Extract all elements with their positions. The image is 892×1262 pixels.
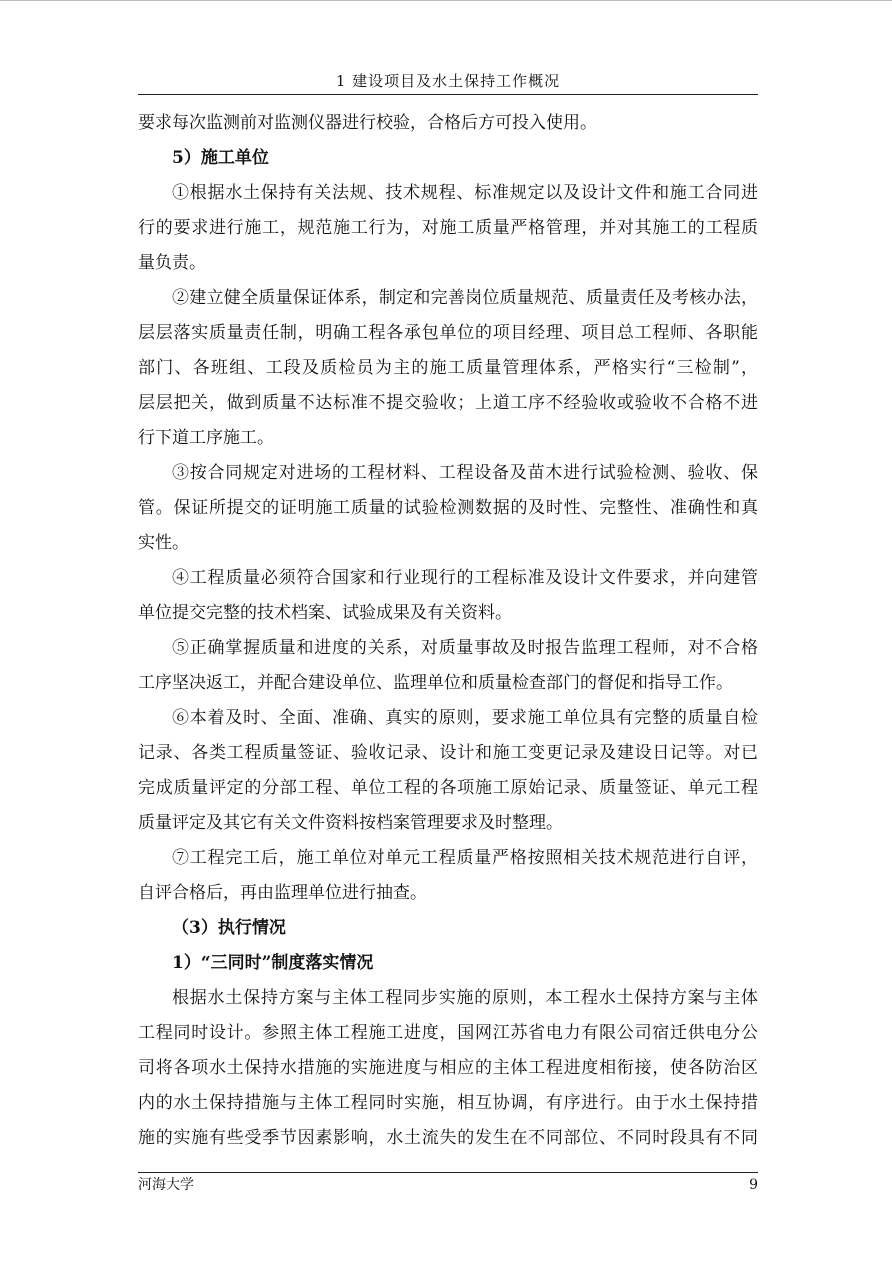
paragraph-line: 工序坚决返工，并配合建设单位、监理单位和质量检查部门的督促和指导工作。 [138,673,733,693]
paragraph-line: 单位提交完整的技术档案、试验成果及有关资料。 [138,603,512,623]
footer-institution: 河海大学 [138,1177,194,1193]
paragraph-line: 工程同时设计。参照主体工程施工进度，国网江苏省电力有限公司宿迁供电分公 [138,1023,758,1043]
paragraph-line: 记录、各类工程质量签证、验收记录、设计和施工变更记录及建设日记等。对已 [138,743,758,763]
page-number: 9 [749,1177,758,1193]
paragraph-line: 量负责。 [138,253,206,273]
paragraph-line: 层层把关，做到质量不达标准不提交验收；上道工序不经验收或验收不合格不进 [138,393,758,413]
paragraph-line: 完成质量评定的分部工程、单位工程的各项施工原始记录、质量签证、单元工程 [138,778,758,798]
paragraph-line: 施的实施有些受季节因素影响，水土流失的发生在不同部位、不同时段具有不同 [138,1128,758,1148]
paragraph-line: 内的水土保持措施与主体工程同时实施，相互协调，有序进行。由于水土保持措 [138,1093,758,1113]
paragraph-line: ①根据水土保持有关法规、技术规程、标准规定以及设计文件和施工合同进 [172,183,758,203]
paragraph-line: 质量评定及其它有关文件资料按档案管理要求及时整理。 [138,813,563,833]
paragraph-line: ⑥本着及时、全面、准确、真实的原则，要求施工单位具有完整的质量自检 [172,708,758,728]
section-heading: （3）执行情况 [172,918,286,938]
paragraph-line: 实性。 [138,533,189,553]
paragraph-line: 根据水土保持方案与主体工程同步实施的原则，本工程水土保持方案与主体 [172,988,758,1008]
paragraph-line: 部门、各班组、工段及质检员为主的施工质量管理体系，严格实行“三检制”， [138,358,758,378]
paragraph-line: ④工程质量必须符合国家和行业现行的工程标准及设计文件要求，并向建管 [172,568,758,588]
section-heading: 5）施工单位 [172,148,269,168]
header-rule [138,94,758,95]
paragraph-line: ⑤正确掌握质量和进度的关系，对质量事故及时报告监理工程师，对不合格 [172,638,758,658]
paragraph-line: 自评合格后，再由监理单位进行抽查。 [138,883,427,903]
footer-rule [138,1172,758,1173]
running-header: 1 建设项目及水土保持工作概况 [335,72,561,90]
paragraph-line: 司将各项水土保持水措施的实施进度与相应的主体工程进度相衔接，使各防治区 [138,1058,758,1078]
section-heading: 1）“三同时”制度落实情况 [172,953,374,973]
paragraph-line: ⑦工程完工后，施工单位对单元工程质量严格按照相关技术规范进行自评， [172,848,758,868]
paragraph-line: 层层落实质量责任制，明确工程各承包单位的项目经理、项目总工程师、各职能 [138,323,758,343]
paragraph-line: 行的要求进行施工，规范施工行为，对施工质量严格管理，并对其施工的工程质 [138,218,758,238]
page-top-edge [0,0,892,1]
paragraph-line: ②建立健全质量保证体系，制定和完善岗位质量规范、质量责任及考核办法， [172,288,758,308]
paragraph-line: ③按合同规定对进场的工程材料、工程设备及苗木进行试验检测、验收、保 [172,463,758,483]
body-text [138,106,758,1156]
paragraph-line: 管。保证所提交的证明施工质量的试验检测数据的及时性、完整性、准确性和真 [138,498,758,518]
paragraph-line: 行下道工序施工。 [138,428,274,448]
paragraph-line: 要求每次监测前对监测仪器进行校验，合格后方可投入使用。 [138,113,597,133]
